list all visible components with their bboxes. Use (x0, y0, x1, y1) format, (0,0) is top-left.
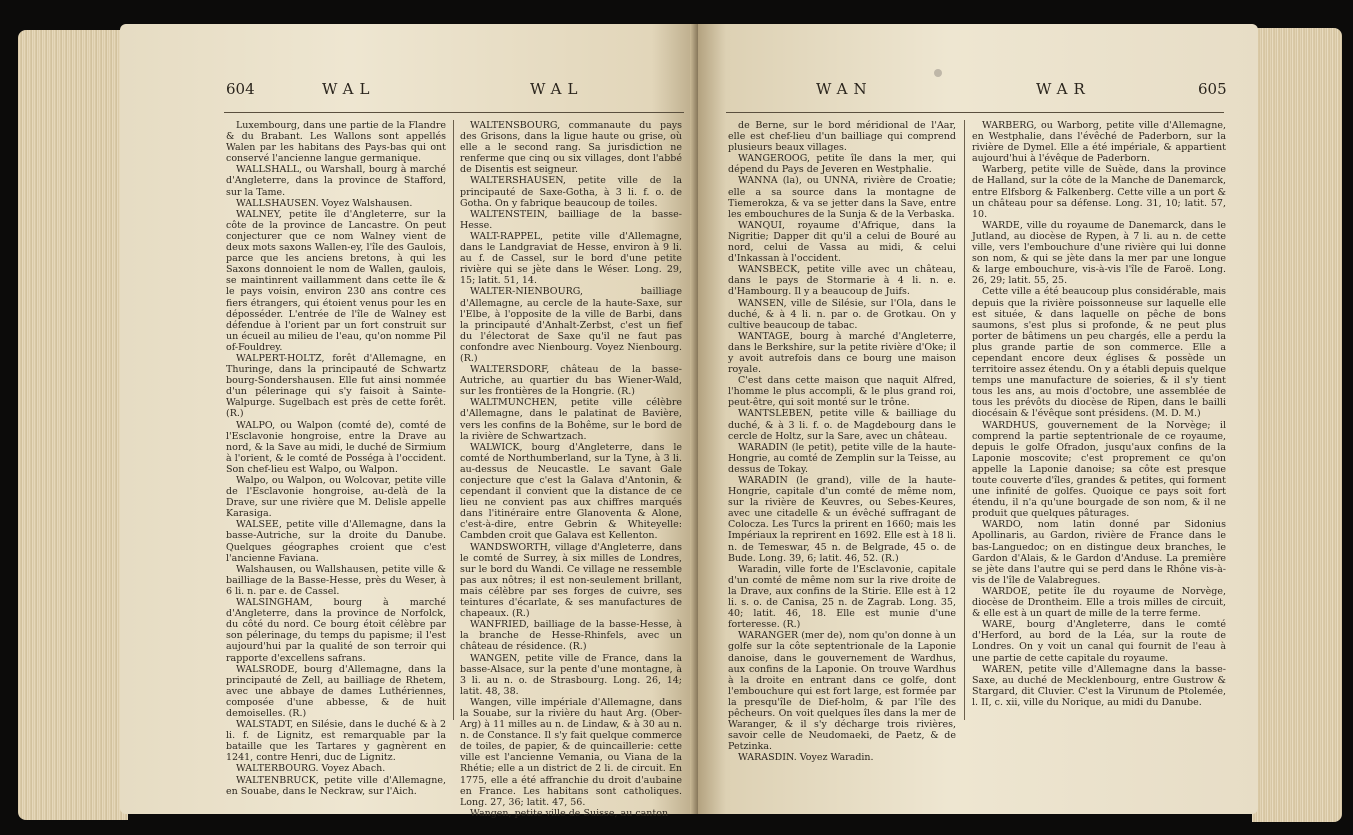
entry-paragraph: WALLSHALL, ou Warshall, bourg à marché d'Angleterre, dans la province de Stafford, sur la Tame. (226, 164, 446, 198)
entry-paragraph: WALTERBOURG. Voyez Abach. (236, 763, 386, 775)
entry-paragraph: WALTERSHAUSEN, petite ville de la principauté de Saxe-Gotha, à 3 li. f. o. de Gotha. On y fabrique beaucoup de toiles. (460, 175, 682, 209)
entry-paragraph: WARBERG, ou Warborg, petite ville d'Allemagne, en Westphalie, dans l'évêché de Paderborn, sur la rivière de Dymel. Elle a été impériale, & appartient aujourd'hui à l'évêque de Paderborn. (972, 120, 1226, 165)
entry-paragraph: Walshausen, ou Wallshausen, petite ville & bailliage de la Basse-Hesse, près du Weser, à 6 li. n. par e. de Cassel. (226, 563, 446, 597)
right-header-right: WAR (1036, 80, 1091, 98)
left-header-right: WAL (530, 80, 584, 98)
entry-paragraph: WARADIN (le grand), ville de la haute-Hongrie, capitale d'un comté de même nom, sur la rivière de Keuvres, ou Sebes-Keures, avec une citadelle & un évêché suffragant de Colocza. Les Turcs la prirent en 1660; mais les Impériaux la reprirent en 1692. Elle est à 18 li. n. de Temeswar, 45 n. de Belgrade, 45 o. de Bude. Long. 39, 6; latit. 46, 52. (R.) (728, 475, 956, 564)
right-column-divider (964, 120, 965, 720)
entry-paragraph: Waradin, ville forte de l'Esclavonie, capitale d'un comté de même nom sur la rive droite de la Drave, aux confins de la Stirie. Elle est à 12 li. s. o. de Canisa, 25 n. de Zagrab. Long. 35, 40; latit. 46, 18. Elle est munie d'une forteresse. (R.) (728, 563, 956, 631)
entry-paragraph: WARDHUS, gouvernement de la Norvège; il comprend la partie septentrionale de ce royaume, depuis le golfe Ofradon, jusqu'aux confins de la Laponie moscovite; c'est proprement ce qu'on appelle la Laponie danoise; sa côte est presque toute couverte d'îles, grandes & petites, qui forment une infinité de golfes. Quoique ce pays soit fort étendu, il n'a qu'une bourgade de son nom, & il ne produit que quelques pâturages. (972, 419, 1226, 520)
entry-paragraph: WANDSWORTH, village d'Angleterre, dans le comté de Surrey, à six milles de Londres, sur le bord du Wandi. Ce village ne ressemble pas aux nôtres; il est non-seulement brillant, mais célèbre par ses forges de cuivre, ses teintures d'écarlate, & ses manufactures de chapeaux. (R.) (460, 541, 682, 620)
entry-paragraph: Wangen, petite ville de Suisse, au canton (470, 807, 669, 819)
entry-paragraph: WALPERT-HOLTZ, forêt d'Allemagne, en Thuringe, dans la principauté de Schwartz bourg-Sondershausen. Elle fut ainsi nommée d'un pélerinage qui s'y faisoit à Sainte-Walpurge. Sugelbach est près de cette forêt. (R.) (226, 352, 446, 420)
entry-paragraph: WARADIN (le petit), petite ville de la haute-Hongrie, au comté de Zemplin sur la Teisse, au dessus de Tokay. (728, 441, 956, 475)
entry-paragraph: WAREN, petite ville d'Allemagne dans la basse-Saxe, au duché de Mecklenbourg, entre Gustrow & Stargard, dit Cluvier. C'est la Virunum de Ptolemée, l. II, c. xii, ville du Norique, au midi du Danube. (972, 663, 1226, 708)
entry-paragraph: WANQUI, royaume d'Afrique, dans la Nigritie; Dapper dit qu'il a celui de Bouré au nord, celui de Vassa au midi, & celui d'Inkassan à l'occident. (728, 219, 956, 265)
entry-paragraph: WALNEY, petite île d'Angleterre, sur la côte de la province de Lancastre. On peut conjecturer que ce nom Walney vient de deux mots saxons Wallen-ey, l'île des Gaulois, parce que les anciens bretons, à qui les Saxons donnoient le nom de Wallen, gaulois, se maintinrent vaillamment dans cette île & le pays voisin, environ 230 ans contre ces fiers étrangers, qui étoient venus pour les en déposséder. L'entrée de l'île de Walney est défendue à l'orient par un fort construit sur un écueil au milieu de l'eau, qu'on nomme Pil of-Fouldrey. (226, 208, 446, 353)
left-page (120, 24, 698, 819)
entry-paragraph: WALT-RAPPEL, petite ville d'Allemagne, dans le Landgraviat de Hesse, environ à 9 li. au f. de Cassel, sur le bord d'une petite rivière qui se jète dans le Wéser. Long. 29, 15; latit. 51, 14. (460, 230, 682, 287)
left-page-number: 604 (226, 80, 255, 98)
right-column-1 (728, 120, 956, 764)
entry-paragraph: WALSEE, petite ville d'Allemagne, dans la basse-Autriche, sur la droite du Danube. Quelques géographes croient que c'est l'ancienne Faviana. (226, 519, 446, 564)
entry-paragraph: WANFRIED, bailliage de la basse-Hesse, à la branche de Hesse-Rhinfels, avec un château de résidence. (R.) (460, 619, 682, 653)
entry-paragraph: WALSRODE, bourg d'Allemagne, dans la principauté de Zell, au bailliage de Rhetem, avec une abbaye de dames Luthériennes, composée d'une abbesse, & de huit demoiselles. (R.) (226, 663, 446, 719)
left-column-2 (460, 120, 682, 819)
entry-paragraph: Walpo, ou Walpon, ou Wolcovar, petite ville de l'Esclavonie hongroise, au-delà de la Drave, sur une rivière que M. Delisle appelle Karasiga. (226, 475, 446, 520)
entry-paragraph: WANGEROOG, petite île dans la mer, qui dépend du Pays de Jeveren en Westphalie. (728, 153, 956, 176)
entry-paragraph: WALTERSDORF, château de la basse-Autriche, au quartier du bas Wiener-Wald, sur les frontières de la Hongrie. (R.) (460, 364, 682, 398)
entry-paragraph: WANSEN, ville de Silésie, sur l'Ola, dans le duché, & à 4 li. n. par o. de Grotkau. On y cultive beaucoup de tabac. (728, 297, 956, 331)
entry-paragraph: WALTMUNCHEN, petite ville célèbre d'Allemagne, dans le palatinat de Bavière, vers les confins de la Bohême, sur le bord de la rivière de Schwartzach. (460, 397, 682, 442)
entry-paragraph: WALTENBRUCK, petite ville d'Allemagne, en Souabe, dans le Neckraw, sur l'Aich. (226, 774, 446, 797)
left-column-1 (226, 120, 446, 797)
entry-paragraph: Warberg, petite ville de Suède, dans la province de Halland, sur la côte de la Manche de Danemarck, entre Elfsborg & Falkenberg. Cette ville a un port & un château pour sa défense. Long. 31, 10; latit. 57, 10. (972, 164, 1226, 220)
entry-paragraph: WALSTADT, en Silésie, dans le duché & à 2 li. f. de Lignitz, est remarquable par la bataille que les Tartares y gagnèrent en 1241, contre Henri, duc de Lignitz. (226, 719, 446, 764)
entry-paragraph: WANTAGE, bourg à marché d'Angleterre, dans le Berkshire, sur la petite rivière d'Oke; il y avoit autrefois dans ce bourg une maison royale. (728, 330, 956, 376)
right-page-number: 605 (1198, 80, 1227, 98)
entry-paragraph: WALLSHAUSEN. Voyez Walshausen. (236, 197, 413, 209)
entry-paragraph: WALTENSBOURG, commanaute du pays des Grisons, dans la ligue haute ou grise, où elle a le second rang. Sa jurisdiction ne renferme que cinq ou six villages, dont l'abbé de Disentis est seigneur. (460, 120, 682, 176)
entry-paragraph: WARE, bourg d'Angleterre, dans le comté d'Herford, au bord de la Léa, sur la route de Londres. On y voit un canal qui fournit de l'eau à une partie de cette capitale du royaume. (972, 619, 1226, 664)
entry-paragraph: WALPO, ou Walpon (comté de), comté de l'Esclavonie hongroise, entre la Drave au nord, & la Save au midi, le duché de Sirmium à l'orient, & le comté de Posséga à l'occident. Son chef-lieu est Walpo, ou Walpon. (226, 419, 446, 475)
left-header-left: WAL (322, 80, 376, 98)
right-header-rule (726, 112, 1224, 113)
entry-paragraph: WARASDIN. Voyez Waradin. (738, 752, 874, 764)
entry-paragraph: WALWICK, bourg d'Angleterre, dans le comté de Northumberland, sur la Tyne, à 3 li. au-dessus de Neucastle. Le savant Gale conjecture que c'est la Galava d'Antonin, & cependant il convient que la distance de ce lieu ne convient pas aux chiffres marqués dans l'itinéraire entre Glanoventa & Alone, c'est-à-dire, entre Gebrin & Whiteyelle: Cambden croit que Galava est Kellenton. (460, 441, 682, 542)
entry-paragraph: WALSINGHAM, bourg à marché d'Angleterre, dans la province de Norfolck, du côté du nord. Ce bourg étoit célèbre par son pélerinage, du temps du papisme; il l'est aujourd'hui par la qualité de son terroir qui rapporte d'excellens safrans. (226, 597, 446, 664)
entry-paragraph: WALTENSTEIN, bailliage de la basse-Hesse. (460, 208, 682, 231)
left-header-rule (224, 112, 684, 113)
right-page-stack (1252, 28, 1342, 822)
entry-paragraph: WARANGER (mer de), nom qu'on donne à un golfe sur la côte septentrionale de la Laponie danoise, dans le gouvernement de Wardhus, aux confins de la Laponie. On trouve Wardhus à la droite en entrant dans ce golfe, dont l'embouchure qui est fort large, est formée par la presqu'île de Dief-holm, & par l'île des pêcheurs. On voit quelques îles dans la mer de Waranger, & il s'y décharge trois rivières, savoir celle de Neudomaeki, de Paetz, & de Petzinka. (728, 630, 956, 753)
entry-paragraph: Wangen, ville impériale d'Allemagne, dans la Souabe, sur la rivière du haut Arg. (Ober-Arg) à 11 milles au n. de Lindaw, & à 30 au n. n. de Constance. Il s'y fait quelque commerce de toiles, de papier, & de quincaillerie: cette ville est l'ancienne Vemania, ou Viana de la Rhétie; elle a un district de 2 li. de circuit. En 1775, elle a été affranchie du droit d'aubaine en France. Les habitans sont catholiques. Long. 27, 36; latit. 47, 56. (460, 696, 682, 808)
right-header-left: WAN (816, 80, 873, 98)
left-page-stack (18, 30, 128, 820)
entry-paragraph: de Berne, sur le bord méridional de l'Aar, elle est chef-lieu d'un bailliage qui comprend plusieurs beaux villages. (728, 120, 956, 154)
right-page (698, 24, 1258, 814)
entry-paragraph: C'est dans cette maison que naquit Alfred, l'homme le plus accompli, & le plus grand roi, peut-être, qui soit monté sur le trône. (728, 375, 956, 409)
entry-paragraph: Luxembourg, dans une partie de la Flandre & du Brabant. Les Wallons sont appellés Walen par les habitans des Pays-bas qui ont conservé l'ancienne langue germanique. (226, 120, 446, 165)
left-column-divider (453, 120, 454, 720)
entry-paragraph: Cette ville a été beaucoup plus considérable, mais depuis que la rivière poissonneuse sur laquelle elle est située, & dans laquelle on pêche de bons saumons, s'est plus si profonde, & ne peut plus porter de bâtimens un peu chargés, elle a perdu la plus grande partie de son commerce. Elle a cependant encore deux églises & possède un territoire assez étendu. On y a établi depuis quelque temps une manufacture de soieries, & il s'y tient tous les ans, au mois d'octobre, une assemblée de tous les prévôts du diocèse de Ripen, dans le bailli diocésain & l'évêque sont présidens. (M. D. M.) (972, 286, 1226, 420)
right-column-2 (972, 120, 1226, 720)
entry-paragraph: WANSBECK, petite ville avec un château, dans le pays de Stormarie à 4 li. n. e. d'Hambourg. Il y a beaucoup de Juifs. (728, 264, 956, 298)
entry-paragraph: WALTER-NIENBOURG, bailliage d'Allemagne, au cercle de la haute-Saxe, sur l'Elbe, à l'opposite de la ville de Barbi, dans la principauté d'Anhalt-Zerbst, c'est un fief du l'électorat de Saxe qu'il ne faut pas confondre avec Nienbourg. Voyez Nienbourg. (R.) (460, 286, 682, 364)
pushpin-dot (934, 69, 942, 77)
entry-paragraph: WANGEN, petite ville de France, dans la basse-Alsace, sur la pente d'une montagne, à 3 li. au n. o. de Strasbourg. Long. 26, 14; latit. 48, 38. (460, 652, 682, 697)
entry-paragraph: WANNA (la), ou UNNA, rivière de Croatie; elle a sa source dans la montagne de Tiemerokza, & va se jetter dans la Save, entre les embouchures de la Sunja & de la Verbaska. (728, 175, 956, 220)
entry-paragraph: WARDOE, petite île du royaume de Norvège, diocèse de Drontheim. Elle a trois milles de circuit, & elle est à un quart de mille de la terre ferme. (972, 585, 1226, 620)
entry-paragraph: WANTSLEBEN, petite ville & bailliage du duché, & à 3 li. f. o. de Magdebourg dans le cercle de Holtz, sur la Sare, avec un château. (728, 408, 956, 442)
entry-paragraph: WARDE, ville du royaume de Danemarck, dans le Jutland, au diocèse de Rypen, à 7 li. au n. de cette ville, vers l'embouchure d'une rivière qui lui donne son nom, & qui se jète dans la mer par une longue & large embouchure, vis-à-vis l'île de Faroë. Long. 26, 29; latit. 55, 25. (972, 219, 1226, 287)
entry-paragraph: WARDO, nom latin donné par Sidonius Apollinaris, au Gardon, rivière de France dans le bas-Languedoc; on en distingue deux branches, le Gardon d'Alais, & le Gardon d'Anduse. La première se jète dans l'autre qui se perd dans le Rhône vis-à-vis de l'île de Valabregues. (972, 519, 1226, 586)
